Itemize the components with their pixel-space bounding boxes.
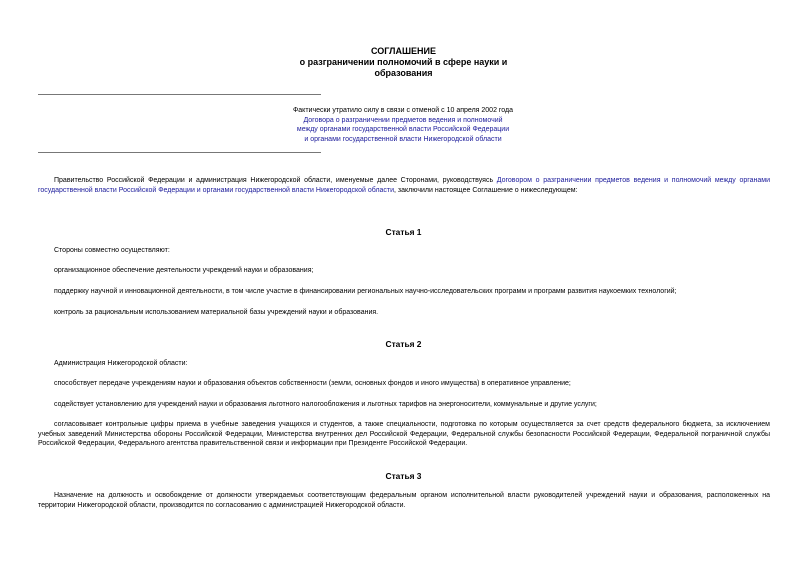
- article-3-heading: Статья 3: [385, 471, 422, 481]
- status-note: [200, 106, 606, 144]
- note-link-line-3[interactable]: между органами государственной власти Российской Федерации: [296, 126, 510, 134]
- article-1-paragraph: поддержку научной и инновационной деятельности, в том числе участие в финансировании региональных научно-исследовательских программ и программ развития наукоемких технологий;: [54, 288, 677, 295]
- article-3-paragraph: Назначение на должность и освобождение от должности утверждаемых соответствующим федеральным органом исполнительной власти руководителей учреждений науки и образования, расположенных на территории Нижегородской области, производится по согласованию с администрацией Нижегородской области.: [38, 492, 770, 509]
- treaty-link[interactable]: Договором о разграничении предметов ведения и полномочий между органами государственной власти Российской Федерации и органами государственной власти Нижегородской области: [38, 177, 771, 194]
- article-1-paragraph: организационное обеспечение деятельности учреждений науки и образования;: [54, 267, 314, 274]
- title-line-3: образования: [374, 68, 433, 78]
- article-2-paragraph: согласовывает контрольные цифры приема в учебные заведения учащихся и студентов, а также специальности, подготовка по которым осуществляется за счет средств федерального бюджета, за исключением учебных заведений Министерства обороны Российской Федерации, Министерства внутренних дел Российской Федерации, Федеральной службы безопасности Российской Федерации, Федеральной пограничной службы Российской Федерации, Федерального агентства правительственной связи и информации при Президенте Российской Федерации.: [38, 421, 770, 448]
- article-2-paragraph: способствует передаче учреждениям науки и образования объектов собственности (земли, основных фондов и иного имущества) в оперативное управление;: [54, 380, 571, 387]
- document-title: [0, 46, 807, 79]
- divider-top: [38, 94, 321, 95]
- preamble: [38, 176, 770, 195]
- article-2-paragraph: содействует установлению для учреждений науки и образования льготного налогообложения и льготных тарифов на энергоносители, коммунальные и другие услуги;: [54, 401, 597, 408]
- preamble-end: , заключили настоящее Соглашение о нижеследующем:: [394, 186, 578, 194]
- note-link-line-4[interactable]: и органами государственной власти Нижегородской области: [304, 135, 502, 143]
- divider-bottom: [38, 152, 321, 153]
- article-1-heading: Статья 1: [385, 227, 422, 237]
- article-2-heading: Статья 2: [385, 339, 422, 349]
- article-1-paragraph: контроль за рациональным использованием материальной базы учреждений науки и образования.: [54, 309, 379, 316]
- article-1-paragraph: Стороны совместно осуществляют:: [54, 247, 170, 254]
- title-line-1: СОГЛАШЕНИЕ: [371, 46, 436, 56]
- article-2-paragraph: Администрация Нижегородской области:: [54, 360, 188, 367]
- preamble-text: Правительство Российской Федерации и администрация Нижегородской области, именуемые далее Сторонами, руководствуясь: [54, 177, 497, 184]
- note-link-line-2[interactable]: Договора о разграничении предметов ведения и полномочий: [303, 116, 503, 124]
- title-line-2: о разграничении полномочий в сфере науки и: [299, 57, 508, 67]
- note-line-1: Фактически утратило силу в связи с отменой с 10 апреля 2002 года: [292, 107, 514, 114]
